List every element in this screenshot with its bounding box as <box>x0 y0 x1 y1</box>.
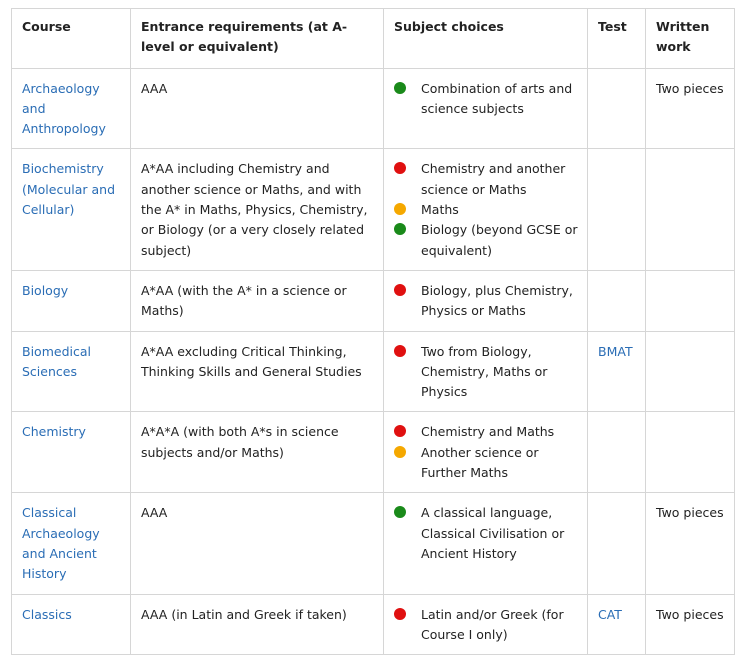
subject-choice-item <box>394 422 581 442</box>
written-work-cell <box>646 412 735 493</box>
entrance-requirements-cell: A*A*A (with both A*s in science subjects and/or Maths) <box>131 412 384 493</box>
table-row <box>12 68 735 149</box>
subject-choice-item <box>394 220 581 261</box>
subject-choice-item <box>394 200 581 220</box>
course-link[interactable]: Classics <box>22 606 72 622</box>
test-cell <box>588 149 646 270</box>
entrance-requirements-cell: AAA (in Latin and Greek if taken) <box>131 594 384 655</box>
header-subject-choices: Subject choices <box>384 9 588 69</box>
course-link[interactable]: Chemistry <box>22 424 86 440</box>
written-work-cell: Two pieces <box>646 594 735 655</box>
subject-choice-item <box>394 79 581 120</box>
course-cell <box>12 493 131 594</box>
subject-choice-item <box>394 281 581 322</box>
subject-choices-cell <box>384 149 588 270</box>
green-status-dot-icon <box>394 82 406 94</box>
test-cell <box>588 270 646 331</box>
course-cell <box>12 331 131 412</box>
red-status-dot-icon <box>394 608 406 620</box>
subject-choice-text: Another science or Further Maths <box>421 444 539 481</box>
subject-choice-text: Biology, plus Chemistry, Physics or Maths <box>421 282 573 319</box>
subject-choices-cell <box>384 68 588 149</box>
course-cell <box>12 270 131 331</box>
test-cell <box>588 412 646 493</box>
amber-status-dot-icon <box>394 446 406 458</box>
red-status-dot-icon <box>394 162 406 174</box>
header-written-work: Written work <box>646 9 735 69</box>
course-link[interactable]: Biomedical Sciences <box>22 343 91 379</box>
course-link[interactable]: Biology <box>22 282 69 298</box>
written-work-cell <box>646 270 735 331</box>
red-status-dot-icon <box>394 345 406 357</box>
written-work-cell: Two pieces <box>646 68 735 149</box>
green-status-dot-icon <box>394 223 406 235</box>
course-link[interactable]: Archaeology and Anthropology <box>22 80 106 137</box>
entrance-requirements-cell: A*AA excluding Critical Thinking, Thinking Skills and General Studies <box>131 331 384 412</box>
table-row <box>12 594 735 655</box>
written-work-cell <box>646 149 735 270</box>
entrance-requirements-cell: A*AA (with the A* in a science or Maths) <box>131 270 384 331</box>
written-work-cell: Two pieces <box>646 493 735 594</box>
written-work-cell <box>646 331 735 412</box>
subject-choice-text: Biology (beyond GCSE or equivalent) <box>421 222 578 258</box>
subject-choice-text: Latin and/or Greek (for Course I only) <box>421 606 564 642</box>
subject-choice-item <box>394 159 581 200</box>
subject-choices-cell <box>384 594 588 655</box>
amber-status-dot-icon <box>394 203 406 215</box>
table-row <box>12 331 735 412</box>
course-link[interactable]: Biochemistry (Molecular and Cellular) <box>22 161 116 218</box>
header-row <box>12 9 735 69</box>
subject-choice-item <box>394 605 581 646</box>
header-course: Course <box>12 9 131 69</box>
test-cell <box>588 493 646 594</box>
subject-choice-text: Chemistry and Maths <box>421 424 555 440</box>
table-row <box>12 412 735 493</box>
subject-choice-text: Maths <box>421 202 459 218</box>
header-test: Test <box>588 9 646 69</box>
entrance-requirements-cell: A*AA including Chemistry and another science or Maths, and with the A* in Maths, Physics, Chemistry, or Biology (or a very closely related subject) <box>131 149 384 270</box>
subject-choice-item <box>394 342 581 403</box>
red-status-dot-icon <box>394 284 406 296</box>
header-entrance-requirements: Entrance requirements (at A-level or equivalent) <box>131 9 384 69</box>
test-cell <box>588 594 646 655</box>
course-cell <box>12 68 131 149</box>
table-row <box>12 149 735 270</box>
table-row <box>12 270 735 331</box>
subject-choices-cell <box>384 331 588 412</box>
course-cell <box>12 149 131 270</box>
green-status-dot-icon <box>394 506 406 518</box>
course-requirements-table <box>11 8 735 655</box>
table-body <box>12 68 735 655</box>
subject-choice-text: A classical language, Classical Civilisation or Ancient History <box>421 505 565 561</box>
course-link[interactable]: Classical Archaeology and Ancient History <box>22 505 100 582</box>
red-status-dot-icon <box>394 425 406 437</box>
subject-choice-text: Chemistry and another science or Maths <box>421 161 566 197</box>
table-row <box>12 493 735 594</box>
subject-choices-cell <box>384 493 588 594</box>
subject-choice-text: Two from Biology, Chemistry, Maths or Physics <box>421 343 548 400</box>
subject-choice-item <box>394 443 581 484</box>
entrance-requirements-cell: AAA <box>131 493 384 594</box>
test-cell <box>588 331 646 412</box>
subject-choice-text: Combination of arts and science subjects <box>421 80 573 116</box>
subject-choices-cell <box>384 270 588 331</box>
test-link[interactable]: CAT <box>598 606 622 622</box>
subject-choice-item <box>394 503 581 564</box>
entrance-requirements-cell: AAA <box>131 68 384 149</box>
course-cell <box>12 594 131 655</box>
test-cell <box>588 68 646 149</box>
test-link[interactable]: BMAT <box>598 343 633 359</box>
course-cell <box>12 412 131 493</box>
subject-choices-cell <box>384 412 588 493</box>
